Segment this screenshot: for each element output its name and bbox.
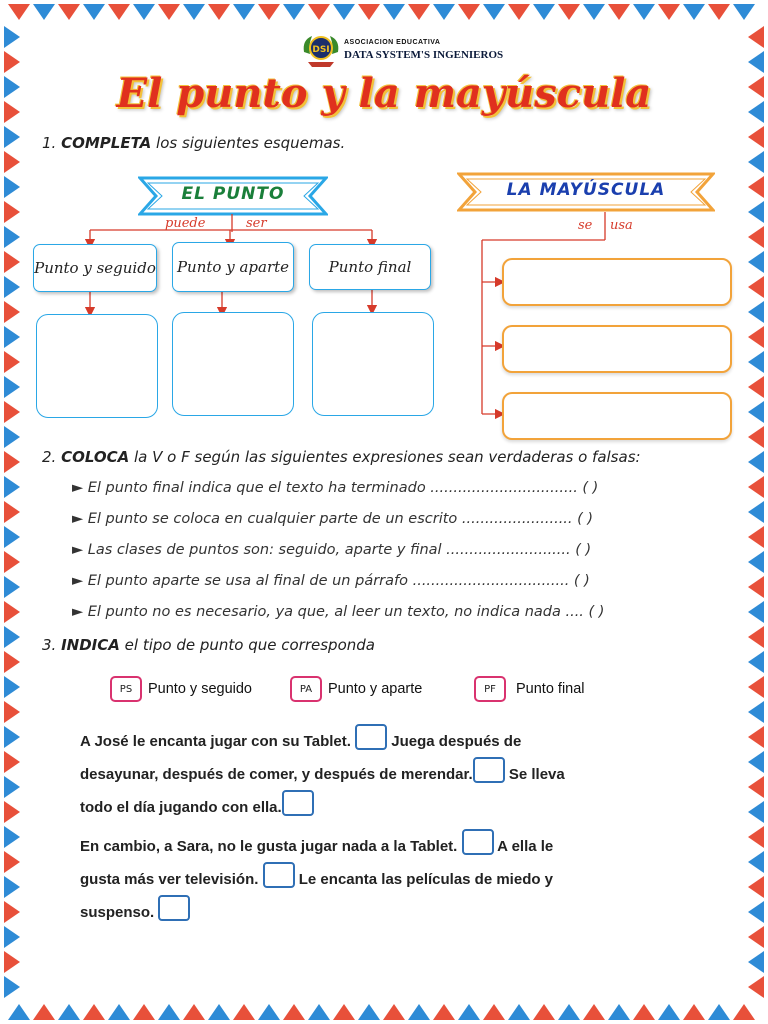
connector-puede: puede: [165, 216, 206, 231]
punto-seguido-box: Punto y seguido: [33, 244, 157, 292]
answer-box-p1-1[interactable]: [355, 724, 387, 750]
question-2: [42, 448, 641, 466]
question-1-keyword: COMPLETA: [61, 134, 152, 152]
question-2-text: la V o F según las siguientes expresiones sean verdaderas o falsas:: [129, 448, 641, 466]
answer-box-p2-1[interactable]: [462, 829, 494, 855]
question-3: [42, 636, 375, 654]
legend-pf-tag: PF: [474, 676, 506, 702]
la-mayuscula-label: LA MAYÚSCULA: [506, 180, 666, 200]
statement-3[interactable]: ► Las clases de puntos son: seguido, aparte y final ........................... ( ): [72, 542, 592, 558]
statement-1[interactable]: ► El punto final indica que el texto ha terminado ................................ ( ): [72, 480, 599, 496]
statement-4[interactable]: ► El punto aparte se usa al final de un párrafo .................................. ( ): [72, 573, 590, 589]
logo-line1: ASOCIACION EDUCATIVA: [344, 39, 441, 46]
legend-pf-label: Punto final: [516, 681, 585, 697]
legend-pf: [474, 676, 585, 702]
mayuscula-answer-box-2[interactable]: [502, 325, 732, 373]
mayuscula-answer-box-1[interactable]: [502, 258, 732, 306]
logo-line2: DATA SYSTEM'S INGENIEROS: [344, 49, 504, 61]
logo-badge: DSI: [312, 45, 330, 55]
question-2-number: 2.: [42, 448, 57, 466]
exercise-paragraph-2: En cambio, a Sara, no le gusta jugar nada a la Tablet. A ella le gusta más ver televisión. Le encanta las películas de miedo y suspenso.: [80, 829, 680, 928]
question-1-number: 1.: [42, 134, 57, 152]
legend-ps-label: Punto y seguido: [148, 681, 252, 697]
legend-pa-label: Punto y aparte: [328, 681, 423, 697]
question-3-text: el tipo de punto que corresponda: [119, 636, 375, 654]
answer-box-aparte[interactable]: [172, 312, 294, 416]
question-3-number: 3.: [42, 636, 57, 654]
mayuscula-answer-box-3[interactable]: [502, 392, 732, 440]
answer-box-p2-2[interactable]: [263, 862, 295, 888]
question-3-keyword: INDICA: [61, 636, 120, 654]
legend-ps-tag: PS: [110, 676, 142, 702]
question-2-keyword: COLOCA: [61, 448, 130, 466]
legend-ps: [110, 676, 252, 702]
answer-box-seguido[interactable]: [36, 314, 158, 418]
statement-5[interactable]: ► El punto no es necesario, ya que, al leer un texto, no indica nada .... ( ): [72, 604, 605, 620]
punto-final-box: Punto final: [309, 244, 431, 290]
answer-box-final[interactable]: [312, 312, 434, 416]
page-title: El punto y la mayúscula: [116, 70, 652, 117]
connector-usa: usa: [610, 218, 633, 233]
punto-aparte-box: Punto y aparte: [172, 242, 294, 292]
answer-box-p1-3[interactable]: [282, 790, 314, 816]
answer-box-p1-2[interactable]: [473, 757, 505, 783]
legend-pa: [290, 676, 422, 702]
statement-2[interactable]: ► El punto se coloca en cualquier parte de un escrito ........................ ( ): [72, 511, 594, 527]
exercise-paragraph-1: A José le encanta jugar con su Tablet. Juega después de desayunar, después de comer, y después de merendar. Se lleva todo el día jugando con ella.: [80, 724, 680, 823]
question-1-text: los siguientes esquemas.: [151, 134, 346, 152]
legend-pa-tag: PA: [290, 676, 322, 702]
connector-ser: ser: [246, 216, 267, 231]
el-punto-label: EL PUNTO: [181, 184, 285, 204]
answer-box-p2-3[interactable]: [158, 895, 190, 921]
connector-se: se: [578, 218, 593, 233]
